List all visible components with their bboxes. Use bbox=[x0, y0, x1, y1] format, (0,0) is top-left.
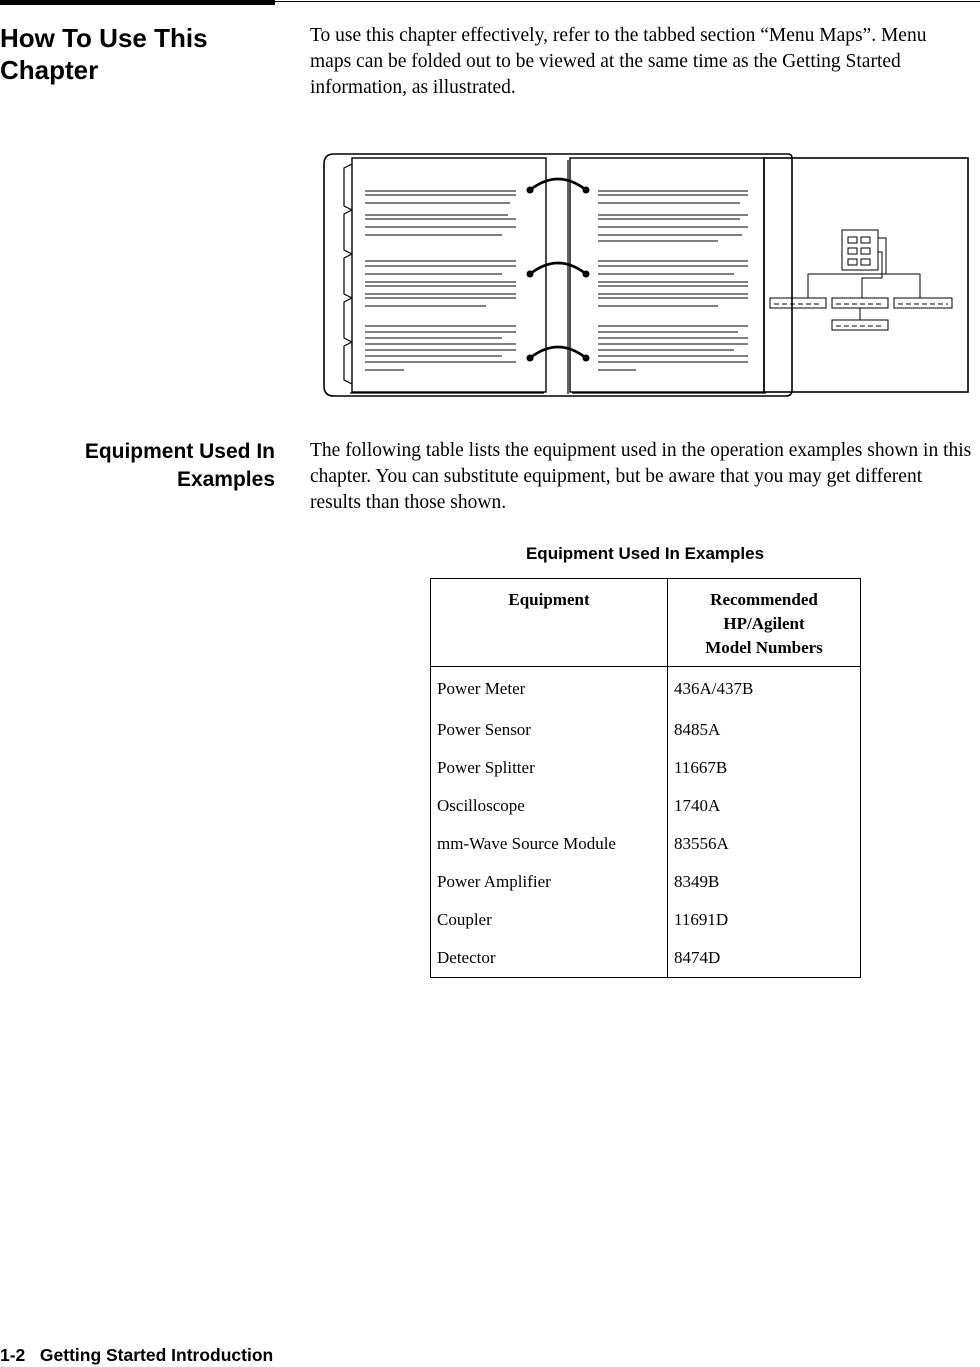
table-row bbox=[431, 749, 861, 787]
header-rule-thin bbox=[275, 1, 980, 2]
model-header-line2: HP/Agilent bbox=[723, 614, 805, 633]
model-column-header bbox=[668, 579, 861, 667]
equipment-cell: Coupler bbox=[431, 901, 668, 939]
equipment-cell: mm-Wave Source Module bbox=[431, 825, 668, 863]
header-rule-thick bbox=[0, 0, 275, 5]
table-row bbox=[431, 939, 861, 978]
equipment-cell: Detector bbox=[431, 939, 668, 978]
equipment-heading-line1: Equipment Used In bbox=[84, 440, 275, 463]
binder-illustration bbox=[320, 148, 972, 400]
equipment-cell: Power Sensor bbox=[431, 711, 668, 749]
footer-section-name: Getting Started Introduction bbox=[39, 1345, 274, 1365]
table-row bbox=[431, 863, 861, 901]
table-header-row bbox=[431, 579, 861, 667]
table-row bbox=[431, 825, 861, 863]
equipment-heading bbox=[0, 438, 275, 494]
model-cell: 83556A bbox=[674, 834, 729, 853]
page-footer bbox=[0, 1343, 273, 1367]
equipment-cell: Power Amplifier bbox=[431, 863, 668, 901]
model-cell: 11691D bbox=[674, 910, 729, 929]
page-number: 1-2 bbox=[0, 1345, 26, 1365]
how-to-use-heading-line1: How To Use This bbox=[0, 23, 208, 53]
equipment-cell: Power Splitter bbox=[431, 749, 668, 787]
equipment-column-header bbox=[431, 579, 668, 667]
how-to-use-paragraph: To use this chapter effectively, refer to the tabbed section “Menu Maps”. Menu maps can be folded out to be viewed at the same time as the Getting Started information, as illustrated. bbox=[310, 25, 927, 98]
equipment-cell: Oscilloscope bbox=[431, 787, 668, 825]
table-row bbox=[431, 667, 861, 712]
model-cell: 8474D bbox=[674, 948, 721, 967]
equipment-table bbox=[430, 578, 861, 978]
equipment-heading-line2: Examples bbox=[176, 468, 275, 491]
table-title: Equipment Used In Examples bbox=[525, 544, 765, 563]
table-row bbox=[431, 787, 861, 825]
model-cell: 1740A bbox=[674, 796, 721, 815]
model-cell: 8485A bbox=[674, 720, 721, 739]
model-cell: 436A/437B bbox=[674, 679, 754, 698]
table-row bbox=[431, 901, 861, 939]
model-cell: 8349B bbox=[674, 872, 720, 891]
model-header-line1: Recommended bbox=[710, 590, 818, 609]
how-to-use-heading bbox=[0, 22, 270, 86]
equipment-header-text: Equipment bbox=[508, 590, 590, 609]
equipment-paragraph: The following table lists the equipment used in the operation examples shown in this chapter. You can substitute equipment, but be aware that you may get different results than those shown. bbox=[310, 440, 972, 513]
equipment-cell: Power Meter bbox=[431, 667, 668, 712]
how-to-use-heading-line2: Chapter bbox=[0, 55, 99, 85]
model-cell: 11667B bbox=[674, 758, 728, 777]
model-header-line3: Model Numbers bbox=[705, 638, 823, 657]
table-row bbox=[431, 711, 861, 749]
